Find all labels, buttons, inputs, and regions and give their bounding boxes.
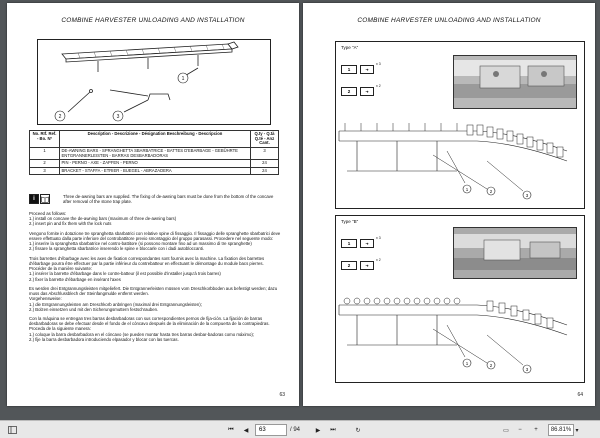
instructions-text <box>29 211 281 342</box>
table-row <box>30 167 279 174</box>
fit-page-icon[interactable]: ▭ <box>503 427 509 434</box>
qty-label: x 3 <box>376 236 381 240</box>
paragraph: 2.) fije la barra desbarbadora introduciendo elpasador y blocar con las tuercas. <box>29 336 179 342</box>
chevron-down-icon[interactable]: ▾ <box>575 427 579 434</box>
cell-desc: PIN - PERNO - AXE - ZAPFEN - PERNO <box>60 160 251 167</box>
col-desc-header: Description - Descrizione - Désignation Beschreibung - Descripcion <box>60 131 251 148</box>
paragraph: Proceed as follows: <box>29 211 67 216</box>
zoom-select[interactable]: 86.81% <box>548 424 574 436</box>
rotate-icon[interactable]: ↻ <box>355 427 361 434</box>
page-total: / 94 <box>290 427 301 433</box>
callout-2: 2 <box>58 114 62 120</box>
type-a-concave-drawing <box>337 111 583 207</box>
cell-qty: 24 <box>251 160 279 167</box>
last-page-icon[interactable]: ⏭ <box>330 426 336 433</box>
cell-desc: BRACKET - STAFFA - ETRIER - BUEGEL - ABRAZADERA <box>60 167 251 174</box>
page-64 <box>303 3 595 406</box>
arrow-icon: ➜ <box>360 261 374 270</box>
table-header-row <box>30 131 279 148</box>
qty-label: x 3 <box>376 62 381 66</box>
paragraph: 1.) coloque la barra desbarbadora en el cóncavo (se pueden montar hasta tres barras desbar-badoras como máximo); <box>29 331 254 337</box>
arrow-icon: ➜ <box>360 87 374 96</box>
book-icon <box>40 194 50 204</box>
previous-page-icon[interactable]: ◀ <box>243 427 249 434</box>
callout-2: 2 <box>489 189 493 194</box>
callout-1: 1 <box>465 361 469 366</box>
step-2-badge: 2 <box>341 261 357 270</box>
callout-1: 1 <box>181 76 185 82</box>
cell-no: 3 <box>30 167 60 174</box>
callout-3: 3 <box>116 114 120 120</box>
de-awning-bar-drawing <box>38 40 272 126</box>
paragraph: Trois barrettes d'ébarbage avec les axes de fixation correspondantes sont fournis avec la machine. La fixation des barrettes d'ébarbage pourra être effectuer par la partie inférieur du contrebatteur en effectuant le démontage du module bacs pierres. <box>29 255 265 266</box>
first-page-icon[interactable]: ⏮ <box>228 426 234 433</box>
callout-3: 3 <box>525 367 529 372</box>
page-63 <box>7 3 299 406</box>
arrow-icon: ➜ <box>360 65 374 74</box>
callout-1: 1 <box>465 187 469 192</box>
info-icon: i <box>29 194 39 204</box>
paragraph: Proceda de la siguiente manera: <box>29 326 91 332</box>
next-page-icon[interactable]: ▶ <box>315 427 321 434</box>
paragraph: 2.) fixer la barrette d'ébarbage en insérant l'axes <box>29 276 121 282</box>
cell-qty: 24 <box>251 167 279 174</box>
type-b-concave-drawing <box>337 283 583 381</box>
table-row <box>30 148 279 160</box>
qty-label: x 2 <box>376 258 381 262</box>
paragraph: 1.) inserire la spranghetta sbarbatrice nel contro-battitore (si possono montare fino ad un massimo di tre spranghette) <box>29 241 252 247</box>
paragraph: 2.) fissare la spranghetta sbarbatrice inserendo le spine e bloccarle con i dadi autobloccanti. <box>29 246 205 252</box>
page-number-input[interactable]: 63 <box>255 424 287 436</box>
paragraph: 1.) insérer la barrette d'ébarbage dans le contre-batteur (il est possible d'installer jusqu'à trois barres) <box>29 271 221 277</box>
table-row <box>30 160 279 167</box>
type-b-photo <box>453 227 577 279</box>
page-title: COMBINE HARVESTER UNLOADING AND INSTALLATION <box>61 17 245 24</box>
paragraph: Vengono fornite in dotazione tre spranghetta sbarbatrici con relative spine di fissaggio. Il fissaggio delle spranghette sbarbatrici deve essere effettuato dalla parte inferiore del controbattitore previo smontaggio del gruppo parasassi. Procedere nel seguente modo: <box>29 230 281 241</box>
viewer-toolbar <box>0 420 600 438</box>
cell-desc: DE-AWNING BARS - SPRANGHETTA SBARBATRICE - BATTES D'EBARBAGE - GEBÜHRTE ENTGRANNERLEISTEN - BARRAS DESBARBADORAS <box>60 148 251 160</box>
callout-3: 3 <box>525 193 529 198</box>
info-note <box>29 194 281 208</box>
page-number: 64 <box>577 392 583 398</box>
callout-2: 2 <box>489 363 493 368</box>
step-2-badge: 2 <box>341 87 357 96</box>
parts-table <box>29 130 279 175</box>
paragraph: Vorgehensweise: <box>29 296 62 302</box>
qty-label: x 2 <box>376 84 381 88</box>
de-awning-bar-figure <box>37 39 271 125</box>
step-1-badge: 1 <box>341 65 357 74</box>
type-a-label: Type "A" <box>341 45 359 50</box>
paragraph: Con la máquina se entregan tres barras desbarbadoras con sus correspondientes pernos de fija-ción. La fijación de barras desbarbadoras se debe efectuar desde el fondo de el cóncavo después de la eliminación de la compuerta de la contrapiedras. <box>29 315 270 327</box>
sidebar-toggle-icon[interactable] <box>6 424 18 436</box>
zoom-out-icon[interactable]: − <box>518 427 522 433</box>
page-title: COMBINE HARVESTER UNLOADING AND INSTALLATION <box>357 17 541 24</box>
paragraph: 1.) install on concave the de-awning bars (maximum of three de-awning bars) <box>29 216 177 222</box>
cell-no: 1 <box>30 148 60 160</box>
type-a-photo <box>453 55 577 109</box>
type-b-label: Type "B" <box>341 219 359 224</box>
zoom-in-icon[interactable]: + <box>534 427 538 433</box>
step-1-badge: 1 <box>341 239 357 248</box>
col-qty-header: Q.ty - Q.tà Q.té - Anz Cant. <box>251 131 279 148</box>
cell-no: 2 <box>30 160 60 167</box>
cell-qty: 3 <box>251 148 279 160</box>
col-no-header: No. RIf. Ref. - Bo. Nº <box>30 131 60 148</box>
arrow-icon: ➜ <box>360 239 374 248</box>
page-number: 63 <box>279 392 285 398</box>
paragraph: Procéder de la manière suivante: <box>29 266 93 272</box>
paragraph: 2.) insert pin and fix them with the lock nuts <box>29 221 112 227</box>
paragraph: Es werden drei Entgrannungsleisten mitgeliefert. Die Entgrannerleisten müssen vom Dreschkorbboden aus befestigt werden; dazu muss das Abschlussblech der Steinfangmulde entfernt werden. <box>29 285 278 297</box>
paragraph: 1.) die Entgrannungsleisten am Dreschkorb anbringen (maximal drei Entgrannungsleisten); <box>29 301 202 307</box>
note-text: Three de-awning bars are supplied. The fixing of de-awning bars must be done from the bottom of the concave after removal of the stone trap plate. <box>63 194 274 205</box>
paragraph: 2.) Bolzen einsetzen und mit den Sicherungsmuttern festschrauben. <box>29 306 159 312</box>
